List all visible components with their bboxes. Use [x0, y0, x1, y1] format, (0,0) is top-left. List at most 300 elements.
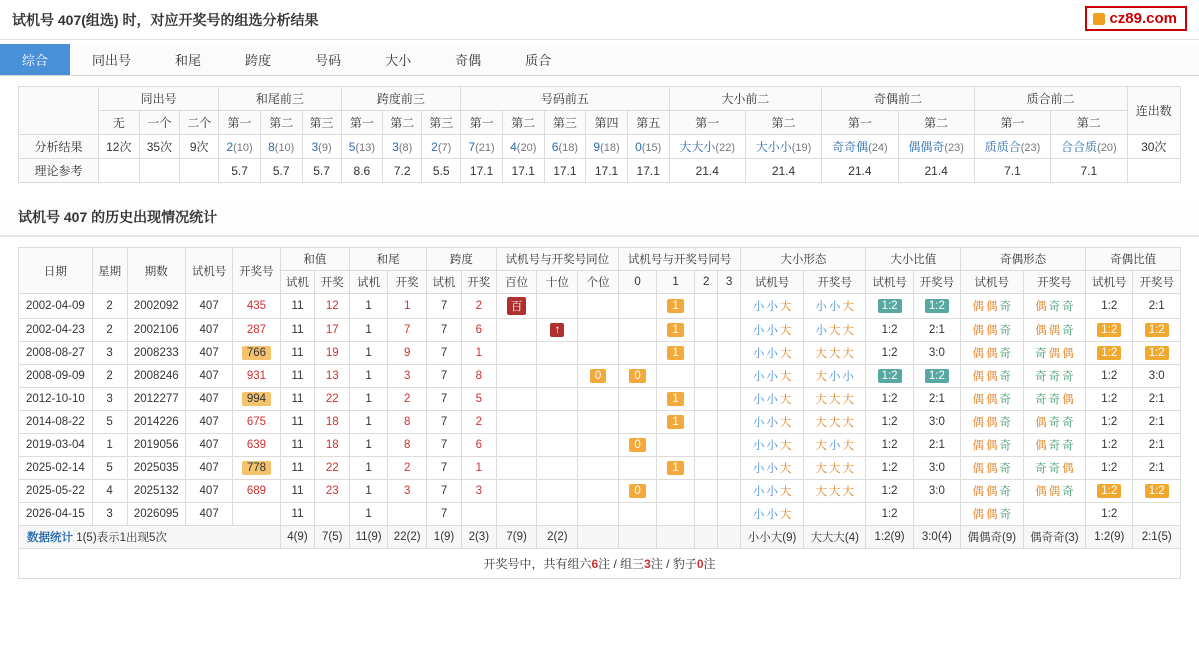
table-row[interactable]	[19, 342, 1181, 365]
history-date: 2008-09-09	[19, 365, 93, 388]
history-group-header: 跨度	[427, 248, 497, 271]
history-cell	[496, 365, 537, 388]
history-span-test: 7	[427, 503, 462, 526]
history-cell	[496, 457, 537, 480]
history-cell: 3:0	[913, 342, 960, 365]
history-stat-row	[19, 526, 1181, 549]
history-cell: 1:2	[1133, 342, 1181, 365]
tab-3[interactable]: 跨度	[245, 53, 272, 68]
summary-sub-header: 第一	[974, 111, 1050, 135]
page-header	[0, 0, 1199, 40]
history-cell	[695, 480, 718, 503]
summary-row	[19, 159, 1181, 183]
history-cell	[537, 434, 578, 457]
history-sum-test: 11	[280, 411, 315, 434]
history-stat-cell	[718, 526, 741, 549]
summary-cell: 偶偶奇(23)	[898, 135, 974, 159]
summary-cell: 大小小(19)	[745, 135, 821, 159]
history-pattern-cell: 奇 奇 偶	[1023, 457, 1086, 480]
history-cell	[718, 480, 741, 503]
history-cell	[695, 411, 718, 434]
history-cell	[695, 365, 718, 388]
history-span-test: 7	[427, 457, 462, 480]
history-sum-test: 11	[280, 342, 315, 365]
history-pattern-cell: 小 小 大	[741, 503, 804, 526]
history-stat-cell: 22(2)	[388, 526, 427, 549]
history-sub-header: 试机号	[1086, 271, 1133, 294]
history-cell	[718, 457, 741, 480]
history-draw-number	[233, 503, 280, 526]
history-cell: 18	[315, 434, 350, 457]
history-cell: 1	[461, 457, 496, 480]
history-pattern-cell: 偶 偶 奇	[961, 319, 1024, 342]
summary-cell: 9(18)	[586, 135, 628, 159]
history-pattern-cell: 小 小 大	[741, 434, 804, 457]
history-tail-test: 1	[350, 319, 388, 342]
history-stat-cell: 1:2(9)	[866, 526, 913, 549]
table-row[interactable]	[19, 503, 1181, 526]
history-week: 2	[92, 365, 127, 388]
history-cell	[537, 342, 578, 365]
history-cell: 3:0	[913, 411, 960, 434]
history-cell: 1:2	[866, 388, 913, 411]
history-cell: 8	[461, 365, 496, 388]
history-cell: 2:1	[913, 319, 960, 342]
history-pattern-cell: 大 大 大	[803, 388, 866, 411]
summary-cell: 质质合(23)	[974, 135, 1050, 159]
history-pattern-cell: 偶 偶 奇	[961, 388, 1024, 411]
history-sum-test: 11	[280, 434, 315, 457]
history-sum-test: 11	[280, 365, 315, 388]
summary-sub-header: 第二	[1051, 111, 1127, 135]
history-cell: 1:2	[1086, 434, 1133, 457]
table-row[interactable]	[19, 480, 1181, 503]
history-cell: 2	[461, 411, 496, 434]
summary-sub-header: 第二	[745, 111, 821, 135]
tab-7[interactable]: 质合	[525, 53, 552, 68]
history-cell: 2:1	[913, 388, 960, 411]
history-stat-cell: 3:0(4)	[913, 526, 960, 549]
history-cell: 1:2	[913, 294, 960, 319]
history-cell: 3	[388, 365, 427, 388]
history-cell	[619, 319, 657, 342]
history-cell: 1	[657, 319, 695, 342]
history-pattern-cell: 偶 偶 奇	[961, 411, 1024, 434]
tab-1[interactable]: 同出号	[92, 53, 132, 68]
summary-section	[0, 76, 1199, 183]
history-pattern-cell: 小 小 大	[741, 342, 804, 365]
history-pattern-cell: 大 大 大	[803, 411, 866, 434]
summary-cell: 9次	[180, 135, 219, 159]
history-stat-cell: 2(2)	[537, 526, 578, 549]
history-table	[18, 247, 1181, 549]
history-sum-test: 11	[280, 388, 315, 411]
history-test-number: 407	[185, 342, 232, 365]
history-cell: 1	[657, 457, 695, 480]
history-cell: 1:2	[1133, 480, 1181, 503]
history-stat-cell: 1:2(9)	[1086, 526, 1133, 549]
history-pattern-cell: 偶 偶 奇	[961, 434, 1024, 457]
history-stat-cell: 小小大(9)	[741, 526, 804, 549]
history-cell	[578, 480, 619, 503]
history-cell	[537, 457, 578, 480]
history-sub-header: 开奖号	[913, 271, 960, 294]
history-sub-header: 开奖	[315, 271, 350, 294]
history-cell	[718, 434, 741, 457]
history-tail-test: 1	[350, 411, 388, 434]
history-cell	[695, 319, 718, 342]
summary-cell: 17.1	[502, 159, 544, 183]
summary-cell: 5.7	[260, 159, 302, 183]
summary-cell: 7(21)	[461, 135, 503, 159]
history-group-header: 期数	[127, 248, 185, 294]
history-sub-header: 个位	[578, 271, 619, 294]
summary-cell: 7.1	[1051, 159, 1127, 183]
history-group-header: 和尾	[350, 248, 427, 271]
summary-cell	[139, 159, 180, 183]
summary-sub-header: 无	[99, 111, 140, 135]
summary-group-header: 和尾前三	[219, 87, 341, 111]
table-row[interactable]	[19, 294, 1181, 319]
table-row[interactable]	[19, 457, 1181, 480]
history-cell	[718, 411, 741, 434]
history-sub-header: 开奖号	[1023, 271, 1086, 294]
history-cell: 1:2	[866, 503, 913, 526]
history-week: 5	[92, 457, 127, 480]
history-group-header: 奇偶比值	[1086, 248, 1181, 271]
history-cell: 2:1	[1133, 388, 1181, 411]
history-sum-test: 11	[280, 480, 315, 503]
history-draw-number: 675	[233, 411, 280, 434]
history-stat-cell: 7(5)	[315, 526, 350, 549]
history-cell: 2:1	[1133, 294, 1181, 319]
summary-sub-header: 第一	[461, 111, 503, 135]
summary-cell: 4(20)	[502, 135, 544, 159]
logo-text: cz89.com	[1109, 10, 1177, 27]
history-cell: 1	[388, 294, 427, 319]
history-pattern-cell: 小 小 大	[741, 294, 804, 319]
history-cell	[388, 503, 427, 526]
history-draw-number: 287	[233, 319, 280, 342]
history-cell: 6	[461, 319, 496, 342]
history-cell	[496, 434, 537, 457]
history-span-test: 7	[427, 342, 462, 365]
history-sub-header: 开奖号	[1133, 271, 1181, 294]
summary-cell: 8.6	[341, 159, 383, 183]
history-draw-number: 435	[233, 294, 280, 319]
history-cell	[496, 503, 537, 526]
summary-sub-header: 第四	[586, 111, 628, 135]
table-row[interactable]	[19, 365, 1181, 388]
history-cell: 3:0	[1133, 365, 1181, 388]
history-cell	[537, 294, 578, 319]
history-cell: 9	[388, 342, 427, 365]
history-cell: 1:2	[1086, 457, 1133, 480]
history-week: 2	[92, 319, 127, 342]
history-week: 3	[92, 503, 127, 526]
summary-group-header: 大小前二	[669, 87, 822, 111]
history-draw-number: 639	[233, 434, 280, 457]
history-draw-number: 778	[233, 457, 280, 480]
history-pattern-cell: 小 大 大	[803, 319, 866, 342]
summary-cell: 5.7	[219, 159, 261, 183]
summary-cell: 17.1	[461, 159, 503, 183]
history-sub-header: 开奖号	[803, 271, 866, 294]
history-cell: 2:1	[1133, 411, 1181, 434]
history-group-header: 试机号与开奖号同位	[496, 248, 618, 271]
history-cell	[718, 342, 741, 365]
summary-sub-header: 第五	[627, 111, 669, 135]
history-tail-test: 1	[350, 365, 388, 388]
history-pattern-cell: 大 大 大	[803, 480, 866, 503]
history-cell: 2:1	[913, 434, 960, 457]
history-cell: 1:2	[1086, 480, 1133, 503]
footer-note: 开奖号中，共有组六6注 / 组三3注 / 豹子0注	[18, 549, 1181, 579]
history-cell	[496, 319, 537, 342]
history-stat-cell: 2:1(5)	[1133, 526, 1181, 549]
summary-group-header: 同出号	[99, 87, 219, 111]
history-cell: 2	[461, 294, 496, 319]
history-issue: 2019056	[127, 434, 185, 457]
history-cell: 1:2	[1086, 342, 1133, 365]
tab-2[interactable]: 和尾	[175, 53, 202, 68]
history-cell: 8	[388, 434, 427, 457]
history-issue: 2012277	[127, 388, 185, 411]
history-cell: 18	[315, 411, 350, 434]
history-cell: 3:0	[913, 457, 960, 480]
table-row[interactable]	[19, 388, 1181, 411]
summary-cell: 17.1	[586, 159, 628, 183]
summary-cell: 17.1	[544, 159, 586, 183]
history-issue: 2008246	[127, 365, 185, 388]
history-section-title: 试机号 407 的历史出现情况统计	[0, 199, 1199, 237]
history-sub-header: 1	[657, 271, 695, 294]
history-sub-header: 试机号	[961, 271, 1024, 294]
tab-5[interactable]: 大小	[385, 53, 412, 68]
history-week: 2	[92, 294, 127, 319]
history-cell: 1:2	[1086, 365, 1133, 388]
history-cell: 12	[315, 294, 350, 319]
history-pattern-cell: 奇 奇 偶	[1023, 388, 1086, 411]
history-date: 2002-04-09	[19, 294, 93, 319]
site-logo[interactable]	[1085, 6, 1187, 31]
history-pattern-cell: 偶 偶 奇	[961, 342, 1024, 365]
history-pattern-cell: 小 小 大	[741, 480, 804, 503]
summary-sub-header: 二个	[180, 111, 219, 135]
history-date: 2026-04-15	[19, 503, 93, 526]
summary-group-header: 连出数	[1127, 87, 1181, 135]
table-row[interactable]	[19, 434, 1181, 457]
summary-cell: 21.4	[898, 159, 974, 183]
summary-cell: 2(7)	[422, 135, 461, 159]
history-cell: 17	[315, 319, 350, 342]
history-cell: 0	[578, 365, 619, 388]
summary-sub-header: 第一	[669, 111, 745, 135]
history-date: 2025-05-22	[19, 480, 93, 503]
history-sum-test: 11	[280, 294, 315, 319]
history-cell	[537, 503, 578, 526]
history-cell: 1	[657, 411, 695, 434]
summary-cell: 5.7	[302, 159, 341, 183]
history-sub-header: 开奖	[388, 271, 427, 294]
history-cell: 1	[461, 342, 496, 365]
history-draw-number: 994	[233, 388, 280, 411]
history-group-header: 大小形态	[741, 248, 866, 271]
history-test-number: 407	[185, 434, 232, 457]
history-sub-header: 试机	[350, 271, 388, 294]
history-sub-header: 试机号	[741, 271, 804, 294]
history-test-number: 407	[185, 411, 232, 434]
history-cell: 23	[315, 480, 350, 503]
history-draw-number: 766	[233, 342, 280, 365]
summary-cell: 2(10)	[219, 135, 261, 159]
history-stat-cell	[578, 526, 619, 549]
history-pattern-cell	[803, 503, 866, 526]
history-issue: 2026095	[127, 503, 185, 526]
history-pattern-cell: 偶 偶 奇	[961, 294, 1024, 319]
history-test-number: 407	[185, 319, 232, 342]
history-span-test: 7	[427, 411, 462, 434]
history-cell	[657, 480, 695, 503]
history-group-header: 开奖号	[233, 248, 280, 294]
history-cell: 8	[388, 411, 427, 434]
history-cell: 2:1	[1133, 434, 1181, 457]
tab-6[interactable]: 奇偶	[455, 53, 482, 68]
logo-square-icon	[1093, 13, 1105, 25]
history-span-test: 7	[427, 365, 462, 388]
summary-sub-header: 第二	[502, 111, 544, 135]
history-span-test: 7	[427, 319, 462, 342]
history-cell: 1	[657, 294, 695, 319]
history-week: 3	[92, 388, 127, 411]
history-cell	[695, 457, 718, 480]
tab-4[interactable]: 号码	[315, 53, 342, 68]
history-tail-test: 1	[350, 503, 388, 526]
history-date: 2002-04-23	[19, 319, 93, 342]
history-sub-header: 百位	[496, 271, 537, 294]
history-cell: 22	[315, 457, 350, 480]
history-cell	[578, 457, 619, 480]
history-sub-header: 试机	[427, 271, 462, 294]
history-cell: 1:2	[1086, 294, 1133, 319]
tab-0[interactable]: 综合	[0, 44, 70, 75]
summary-cell: 合合质(20)	[1051, 135, 1127, 159]
history-cell	[578, 319, 619, 342]
history-cell: 1:2	[866, 457, 913, 480]
summary-cell: 5.5	[422, 159, 461, 183]
summary-cell: 6(18)	[544, 135, 586, 159]
history-cell: 1:2	[1086, 388, 1133, 411]
history-pattern-cell: 大 大 大	[803, 457, 866, 480]
table-row[interactable]	[19, 411, 1181, 434]
history-cell	[578, 503, 619, 526]
history-stat-label: 数据统计 1(5)表示1出现5次	[19, 526, 281, 549]
history-cell	[537, 411, 578, 434]
history-cell: 1:2	[1086, 411, 1133, 434]
history-sub-header: 十位	[537, 271, 578, 294]
history-cell	[619, 457, 657, 480]
history-cell	[578, 294, 619, 319]
history-group-header: 和值	[280, 248, 350, 271]
history-pattern-cell: 小 小 大	[741, 388, 804, 411]
summary-cell: 8(10)	[260, 135, 302, 159]
history-cell	[695, 388, 718, 411]
history-pattern-cell: 小 小 大	[741, 411, 804, 434]
history-pattern-cell: 奇 奇 奇	[1023, 365, 1086, 388]
summary-cell: 35次	[139, 135, 180, 159]
history-week: 5	[92, 411, 127, 434]
summary-tail-cell: 30次	[1127, 135, 1181, 159]
history-cell: 3	[461, 480, 496, 503]
history-stat-cell: 7(9)	[496, 526, 537, 549]
history-stat-cell: 1(9)	[427, 526, 462, 549]
history-cell	[718, 319, 741, 342]
summary-cell: 12次	[99, 135, 140, 159]
summary-sub-header: 一个	[139, 111, 180, 135]
history-cell	[619, 388, 657, 411]
history-sum-test: 11	[280, 503, 315, 526]
history-tail-test: 1	[350, 457, 388, 480]
history-cell: 19	[315, 342, 350, 365]
history-cell	[461, 503, 496, 526]
summary-cell: 17.1	[627, 159, 669, 183]
history-group-header: 星期	[92, 248, 127, 294]
history-issue: 2002106	[127, 319, 185, 342]
summary-cell: 21.4	[745, 159, 821, 183]
summary-sub-header: 第一	[822, 111, 898, 135]
history-stat-cell	[695, 526, 718, 549]
summary-sub-header: 第一	[219, 111, 261, 135]
summary-tail-cell	[1127, 159, 1181, 183]
table-row[interactable]	[19, 319, 1181, 342]
history-date: 2019-03-04	[19, 434, 93, 457]
history-test-number: 407	[185, 480, 232, 503]
summary-cell: 21.4	[669, 159, 745, 183]
history-stat-cell: 4(9)	[280, 526, 315, 549]
history-sum-test: 11	[280, 319, 315, 342]
history-cell	[657, 503, 695, 526]
history-cell: 1:2	[913, 365, 960, 388]
history-cell: 1	[657, 342, 695, 365]
summary-sub-header: 第二	[260, 111, 302, 135]
history-date: 2014-08-22	[19, 411, 93, 434]
history-cell	[496, 480, 537, 503]
history-cell: 1:2	[866, 342, 913, 365]
summary-group-header: 奇偶前二	[822, 87, 975, 111]
history-sub-header: 2	[695, 271, 718, 294]
summary-sub-header: 第三	[544, 111, 586, 135]
history-section	[0, 237, 1199, 549]
history-group-header: 试机号与开奖号同号	[619, 248, 741, 271]
history-pattern-cell: 偶 奇 奇	[1023, 434, 1086, 457]
history-cell: 0	[619, 365, 657, 388]
history-pattern-cell: 偶 偶 奇	[961, 457, 1024, 480]
history-tail-test: 1	[350, 294, 388, 319]
summary-cell	[180, 159, 219, 183]
history-pattern-cell: 小 小 大	[741, 457, 804, 480]
summary-group-header: 质合前二	[974, 87, 1127, 111]
history-span-test: 7	[427, 434, 462, 457]
history-issue: 2008233	[127, 342, 185, 365]
history-stat-cell: 偶偶奇(9)	[961, 526, 1024, 549]
history-issue: 2002092	[127, 294, 185, 319]
history-test-number: 407	[185, 457, 232, 480]
history-stat-cell: 2(3)	[461, 526, 496, 549]
summary-cell: 7.2	[383, 159, 422, 183]
summary-group-header: 号码前五	[461, 87, 669, 111]
history-cell: 百	[496, 294, 537, 319]
history-stat-cell	[657, 526, 695, 549]
